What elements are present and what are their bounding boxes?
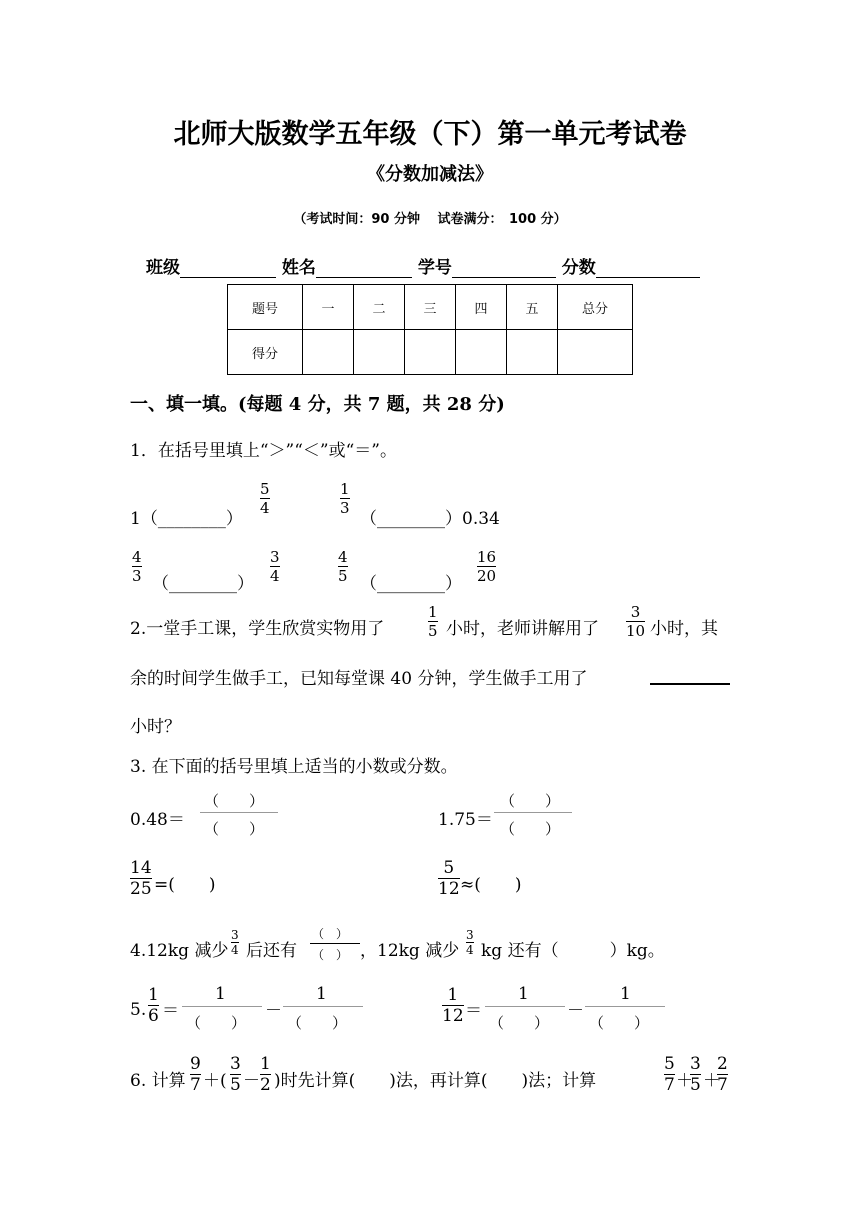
q3-a-denominator[interactable]: （ ） [204,820,265,838]
q1-a-fraction: $\frac{5}{4}$ [260,480,270,517]
q5-b-one-1: 1 [518,984,529,1004]
q3-b-left: 1.75＝ [438,810,493,830]
class-blank[interactable] [180,259,276,278]
question-1-prompt: 1．在括号里填上“＞”“＜”或“＝”。 [130,441,397,461]
id-blank[interactable] [452,259,556,278]
q6-plus-3: ＋ [703,1071,720,1091]
q2-part1: 2.一堂手工课，学生欣赏实物用了 [130,619,385,639]
q3-a-left: 0.48＝ [130,810,185,830]
q6-plus-2: ＋ [676,1071,693,1091]
q1-c-mid: （________） [152,574,254,594]
q5-b-paren-1[interactable]: （ ） [489,1014,550,1032]
score-label: 分数 [561,258,596,278]
q5-a-line-1 [182,1006,262,1007]
score-cell[interactable] [507,330,558,375]
q4-part1: 4.12kg 减少 [130,941,229,961]
q6-part1: 6. 计算 [130,1071,186,1091]
q1-d-mid: （________） [360,574,462,594]
q5-b-line-2 [585,1006,665,1007]
q6-fraction-2: $\frac{3}{5}$ [230,1054,241,1095]
score-cell[interactable] [354,330,405,375]
q4-denominator[interactable]: （ ） [312,948,349,962]
q3-d-right: ≈( ) [460,875,522,895]
header-cell: 一 [303,285,354,330]
page-title: 北师大版数学五年级（下）第一单元考试卷 [173,119,687,150]
q6-fraction-5: $\frac{3}{5}$ [690,1054,701,1095]
q4-part2: 后还有 [246,941,297,961]
q4-part3: ，12kg 减少 [360,941,460,961]
q5-a-eq: ＝ [162,1001,179,1021]
q1-d-fraction: $\frac{4}{5}$ [338,548,348,585]
question-3-prompt: 3. 在下面的括号里填上适当的小数或分数。 [130,757,458,777]
score-cell[interactable] [303,330,354,375]
q4-numerator[interactable]: （ ） [312,927,349,941]
q5-b-eq: ＝ [465,1001,482,1021]
score-table-header-row [228,285,633,330]
q5-prefix: 5. [130,1000,147,1020]
q1-c-fraction: $\frac{4}{3}$ [132,548,142,585]
q3-c-right: =( ) [154,875,216,895]
q5-a-paren-2[interactable]: （ ） [287,1014,348,1032]
q5-a-paren-1[interactable]: （ ） [186,1014,247,1032]
q2-fraction-1: $\frac{1}{5}$ [428,603,438,640]
q2-line2: 余的时间学生做手工，已知每堂课 40 分钟，学生做手工用了 [130,669,588,689]
header-cell: 总分 [558,285,633,330]
header-cell: 四 [456,285,507,330]
q1-c-fraction-2: $\frac{3}{4}$ [270,548,280,585]
q3-b-fraction-line [494,812,572,813]
name-label: 姓名 [281,258,316,278]
q6-fraction-3: $\frac{1}{2}$ [260,1054,271,1095]
q6-part2: )时先计算( )法，再计算( )法；计算 [274,1071,597,1091]
score-table [227,284,633,375]
q4-fraction-line [310,943,360,944]
header-cell: 题号 [228,285,303,330]
q4-fraction-2: $\frac{3}{4}$ [466,928,474,957]
score-blank[interactable] [596,259,700,278]
score-cell[interactable] [405,330,456,375]
score-cell[interactable] [456,330,507,375]
q5-a-minus: － [265,1001,282,1021]
q1-a-left: 1（________） [130,509,243,529]
section-heading: 一、填一填。(每题 4 分，共 7 题，共 28 分) [130,394,505,415]
q6-fraction-6: $\frac{2}{7}$ [717,1054,728,1095]
q3-b-numerator[interactable]: （ ） [500,792,561,810]
q1-b-fraction: $\frac{1}{3}$ [340,480,350,517]
q3-d-fraction: $\frac{5}{12}$ [438,858,460,899]
header-cell: 五 [507,285,558,330]
q6-fraction-1: $\frac{9}{7}$ [190,1054,201,1095]
q5-b-paren-2[interactable]: （ ） [589,1014,650,1032]
q3-b-denominator[interactable]: （ ） [500,820,561,838]
q5-b-minus: － [567,1001,584,1021]
q4-part4: kg 还有（ ）kg。 [481,941,665,961]
class-label: 班级 [146,258,180,278]
row-label: 得分 [228,330,303,375]
student-info-row [146,253,700,278]
q2-part2: 小时，老师讲解用了 [446,619,599,639]
header-cell: 二 [354,285,405,330]
q3-a-fraction-line [200,812,278,813]
page-subtitle: 《分数加减法》 [367,164,493,185]
name-blank[interactable] [316,259,412,278]
q1-d-fraction-2: $\frac{16}{20}$ [477,548,497,585]
q4-fraction-1: $\frac{3}{4}$ [231,928,239,957]
q2-part3: 小时，其 [650,619,718,639]
score-table-score-row [228,330,633,375]
q1-b-right: （________）0.34 [360,509,500,529]
q3-c-fraction: $\frac{14}{25}$ [130,858,152,899]
q2-line3: 小时？ [130,717,181,737]
q6-fraction-4: $\frac{5}{7}$ [664,1054,675,1095]
q6-minus: － [243,1071,260,1091]
q2-answer-blank[interactable] [650,683,730,685]
q5-a-line-2 [283,1006,363,1007]
q6-plus: ＋( [203,1071,227,1091]
q5-b-line-1 [485,1006,565,1007]
q3-a-numerator[interactable]: （ ） [204,792,265,810]
q5-a-one-1: 1 [215,984,226,1004]
id-label: 学号 [417,258,452,278]
q5-b-fraction: $\frac{1}{12}$ [442,985,464,1026]
score-cell[interactable] [558,330,633,375]
q5-b-one-2: 1 [620,984,631,1004]
exam-meta: （考试时间：90 分钟 试卷满分： 100 分） [293,212,567,227]
q5-a-one-2: 1 [316,984,327,1004]
q5-a-fraction: $\frac{1}{6}$ [148,985,159,1026]
header-cell: 三 [405,285,456,330]
q2-fraction-2: $\frac{3}{10}$ [626,603,646,640]
